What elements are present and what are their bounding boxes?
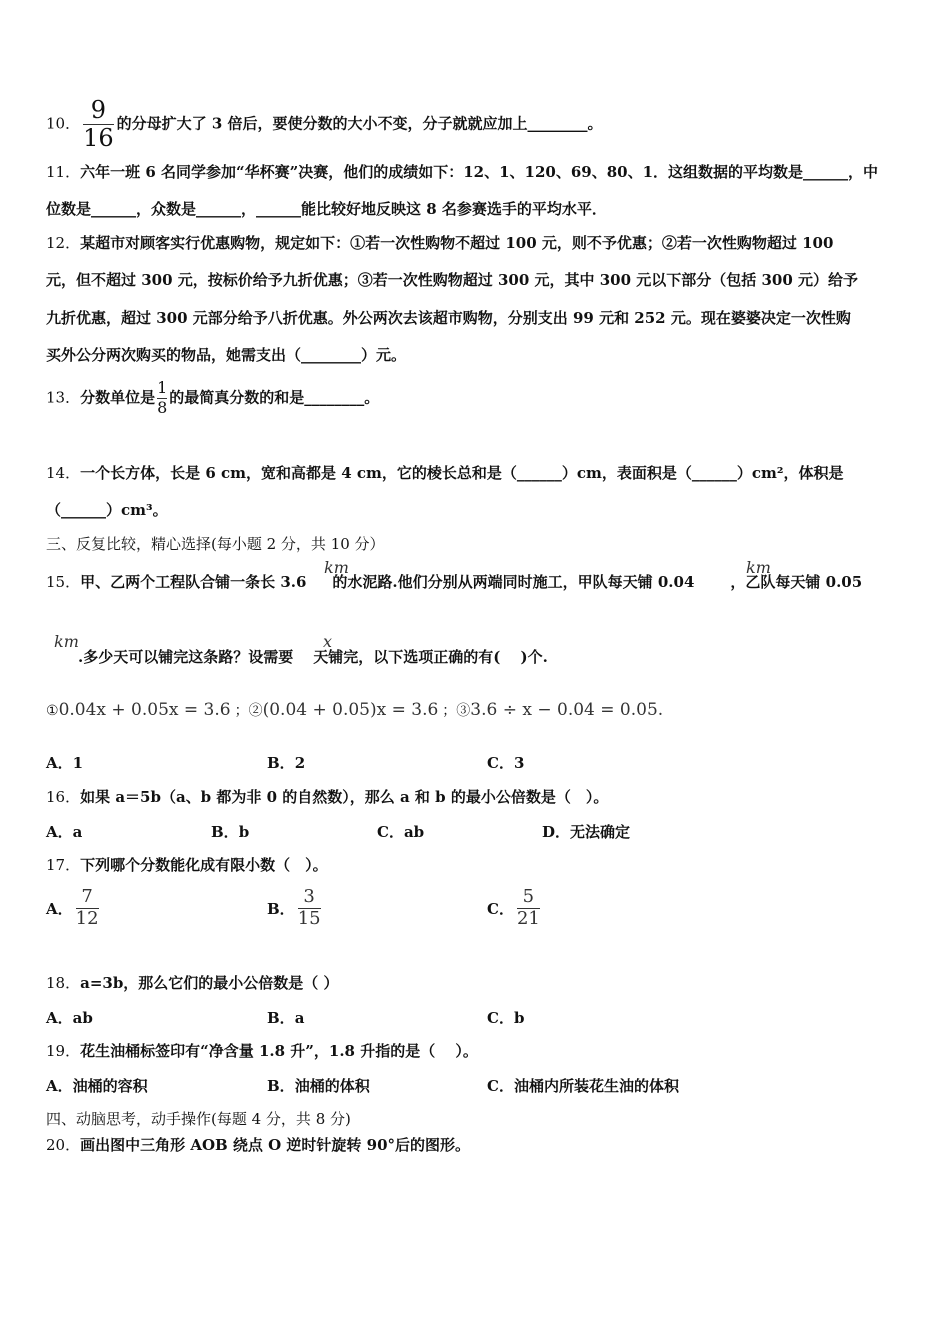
fraction-numerator: 3 — [303, 886, 315, 907]
question-number: 14． — [46, 464, 81, 482]
unit-km: km — [746, 558, 771, 577]
question-number: 15． — [46, 573, 81, 591]
question-text: a=3b，那么它们的最小公倍数是（ ） — [80, 974, 339, 992]
q16-option-d[interactable] — [542, 821, 630, 842]
question-text: 九折优惠，超过 300 元部分给予八折优惠。外公两次去该超市购物，分别支出 99 元和 252 元。现在婆婆决定一次性购 — [46, 309, 851, 327]
q18-option-a[interactable] — [46, 1007, 93, 1028]
q18-option-b[interactable] — [267, 1007, 304, 1028]
equation-1: 0.04x + 0.05x = 3.6 — [58, 700, 231, 720]
option-text: 油桶内所装花生油的体积 — [513, 1077, 679, 1095]
question-12-line-1 — [46, 233, 833, 253]
question-15-line-2 — [78, 647, 548, 667]
equation-2: (0.04 + 0.05)x = 3.6 — [262, 700, 439, 720]
section-title: 四、动脑思考，动手操作(每题 4 分，共 8 分) — [46, 1110, 351, 1128]
option-label: C． — [487, 754, 514, 772]
question-19 — [46, 1041, 478, 1061]
q15-option-c[interactable] — [487, 752, 524, 773]
option-label: C． — [487, 899, 514, 918]
option-label: B． — [267, 754, 295, 772]
q15-option-b[interactable] — [267, 752, 305, 773]
question-text: 分数单位是 — [80, 388, 156, 407]
option-label: A． — [46, 823, 73, 841]
option-text: ab — [403, 823, 425, 841]
q19-option-a[interactable] — [46, 1075, 148, 1096]
question-text: 如果 a＝5b（a、b 都为非 0 的自然数），那么 a 和 b 的最小公倍数是（ ）。 — [80, 788, 609, 806]
fraction-5-21 — [517, 888, 540, 929]
equation-3: 3.6 ÷ x − 0.04 = 0.05 — [470, 700, 658, 720]
question-text: 位数是______，众数是______，______能比较好地反映这 8 名参赛选手的平均水平． — [46, 200, 607, 218]
question-number: 20． — [46, 1136, 81, 1154]
option-text: a — [72, 823, 83, 841]
question-text: 下列哪个分数能化成有限小数（ ）。 — [80, 856, 328, 874]
question-text: 买外公分两次购买的物品，她需支出（________）元。 — [46, 346, 407, 364]
question-16 — [46, 787, 608, 807]
question-11-line-2 — [46, 199, 607, 219]
option-label: B． — [267, 1009, 295, 1027]
question-text: 一个长方体，长是 6 cm，宽和高都是 4 cm，它的棱长总和是（______）cm，表面积是（______）cm²，体积是 — [80, 464, 844, 482]
option-label: A． — [46, 1077, 73, 1095]
question-15-equations — [46, 700, 663, 721]
fraction-denominator: 15 — [297, 907, 321, 929]
option-label: C． — [377, 823, 404, 841]
question-12-line-2 — [46, 270, 858, 290]
question-text: .多少天可以铺完这条路？设需要 — [78, 648, 294, 666]
q17-option-c[interactable] — [487, 888, 543, 929]
option-text: 1 — [72, 754, 84, 772]
fraction-denominator: 21 — [516, 907, 540, 929]
section-3-heading — [46, 534, 385, 554]
question-text: 花生油桶标签印有“净含量 1.8 升”，1.8 升指的是（ ）。 — [80, 1042, 478, 1060]
equation-label: ① — [46, 703, 59, 719]
fraction-3-15 — [298, 888, 321, 929]
q16-option-b[interactable] — [211, 821, 249, 842]
option-label: B． — [267, 1077, 295, 1095]
question-text: 的分母扩大了 3 倍后，要使分数的大小不变，分子就就应加上________。 — [116, 114, 603, 133]
option-label: C． — [487, 1077, 514, 1095]
question-number: 17． — [46, 856, 81, 874]
q15-option-a[interactable] — [46, 752, 83, 773]
option-label: A． — [46, 899, 73, 918]
question-number: 13． — [46, 388, 81, 407]
question-text: ，乙队每天铺 0.05 — [730, 573, 863, 591]
question-text: 六年一班 6 名同学参加“华杯赛”决赛，他们的成绩如下：12、1、120、69、80、1．这组数据的平均数是______，中 — [80, 163, 879, 181]
question-number: 19． — [46, 1042, 81, 1060]
question-text: 的水泥路.他们分别从两端同时施工，甲队每天铺 0.04 — [332, 573, 695, 591]
option-label: D． — [542, 823, 571, 841]
section-4-heading — [46, 1109, 351, 1129]
option-text: 3 — [513, 754, 525, 772]
option-text: b — [513, 1009, 525, 1027]
fraction-denominator: 16 — [83, 124, 114, 153]
question-number: 16． — [46, 788, 81, 806]
option-label: B． — [211, 823, 239, 841]
question-text: （______）cm³。 — [46, 501, 168, 519]
question-14-line-2 — [46, 500, 168, 520]
fraction-7-12 — [76, 888, 99, 929]
question-text: 某超市对顾客实行优惠购物，规定如下：①若一次性购物不超过 100 元，则不予优惠；②若一次性购物超过 100 — [80, 234, 834, 252]
question-18 — [46, 973, 339, 993]
question-11-line-1 — [46, 162, 878, 182]
option-label: C． — [487, 1009, 514, 1027]
q18-option-c[interactable] — [487, 1007, 524, 1028]
unit-km: km — [54, 632, 79, 651]
variable-x: x — [323, 632, 333, 651]
fraction-denominator: 12 — [75, 907, 99, 929]
fraction-numerator: 9 — [90, 96, 106, 124]
option-text: 无法确定 — [570, 823, 631, 841]
q19-option-b[interactable] — [267, 1075, 370, 1096]
option-label: B． — [267, 899, 295, 918]
option-text: ab — [72, 1009, 93, 1027]
question-number: 12． — [46, 234, 81, 252]
question-text: 元，但不超过 300 元，按标价给予九折优惠；③若一次性购物超过 300 元，其中 300 元以下部分（包括 300 元）给予 — [46, 271, 859, 289]
fraction-numerator: 1 — [157, 378, 168, 397]
equation-label: ；② — [234, 703, 263, 719]
q16-option-c[interactable] — [377, 821, 424, 842]
question-12-line-4 — [46, 345, 406, 365]
question-text: 甲、乙两个工程队合铺一条长 3.6 — [80, 573, 307, 591]
equation-end: . — [657, 700, 664, 720]
option-text: b — [238, 823, 250, 841]
q17-option-b[interactable] — [267, 888, 324, 929]
option-text: 2 — [294, 754, 306, 772]
question-text: 的最简真分数的和是________。 — [169, 388, 380, 407]
question-15-line-1 — [46, 572, 862, 592]
unit-km: km — [324, 558, 349, 577]
section-title: 三、反复比较，精心选择(每小题 2 分，共 10 分） — [46, 535, 385, 553]
question-14-line-1 — [46, 463, 843, 483]
question-number: 11． — [46, 163, 81, 181]
question-13 — [46, 380, 379, 417]
fraction-numerator: 5 — [522, 886, 535, 907]
question-number: 18． — [46, 974, 81, 992]
question-text: 画出图中三角形 AOB 绕点 O 逆时针旋转 90°后的图形。 — [80, 1136, 471, 1154]
q17-option-a[interactable] — [46, 888, 102, 929]
equation-label: ；③ — [442, 703, 471, 719]
option-text: 油桶的体积 — [294, 1077, 370, 1095]
question-12-line-3 — [46, 308, 851, 328]
option-text: 油桶的容积 — [72, 1077, 148, 1095]
fraction-1-8 — [157, 380, 167, 417]
q16-option-a[interactable] — [46, 821, 82, 842]
option-label: A． — [46, 754, 73, 772]
question-10 — [46, 98, 603, 151]
fraction-denominator: 8 — [157, 397, 168, 417]
question-text: 天铺完，以下选项正确的有( )个. — [313, 648, 548, 666]
question-number: 10． — [46, 114, 81, 133]
question-17 — [46, 855, 328, 875]
fraction-numerator: 7 — [81, 886, 93, 907]
fraction-9-16 — [83, 98, 114, 151]
q19-option-c[interactable] — [487, 1075, 679, 1096]
question-20 — [46, 1135, 470, 1155]
option-text: a — [294, 1009, 305, 1027]
option-label: A． — [46, 1009, 73, 1027]
